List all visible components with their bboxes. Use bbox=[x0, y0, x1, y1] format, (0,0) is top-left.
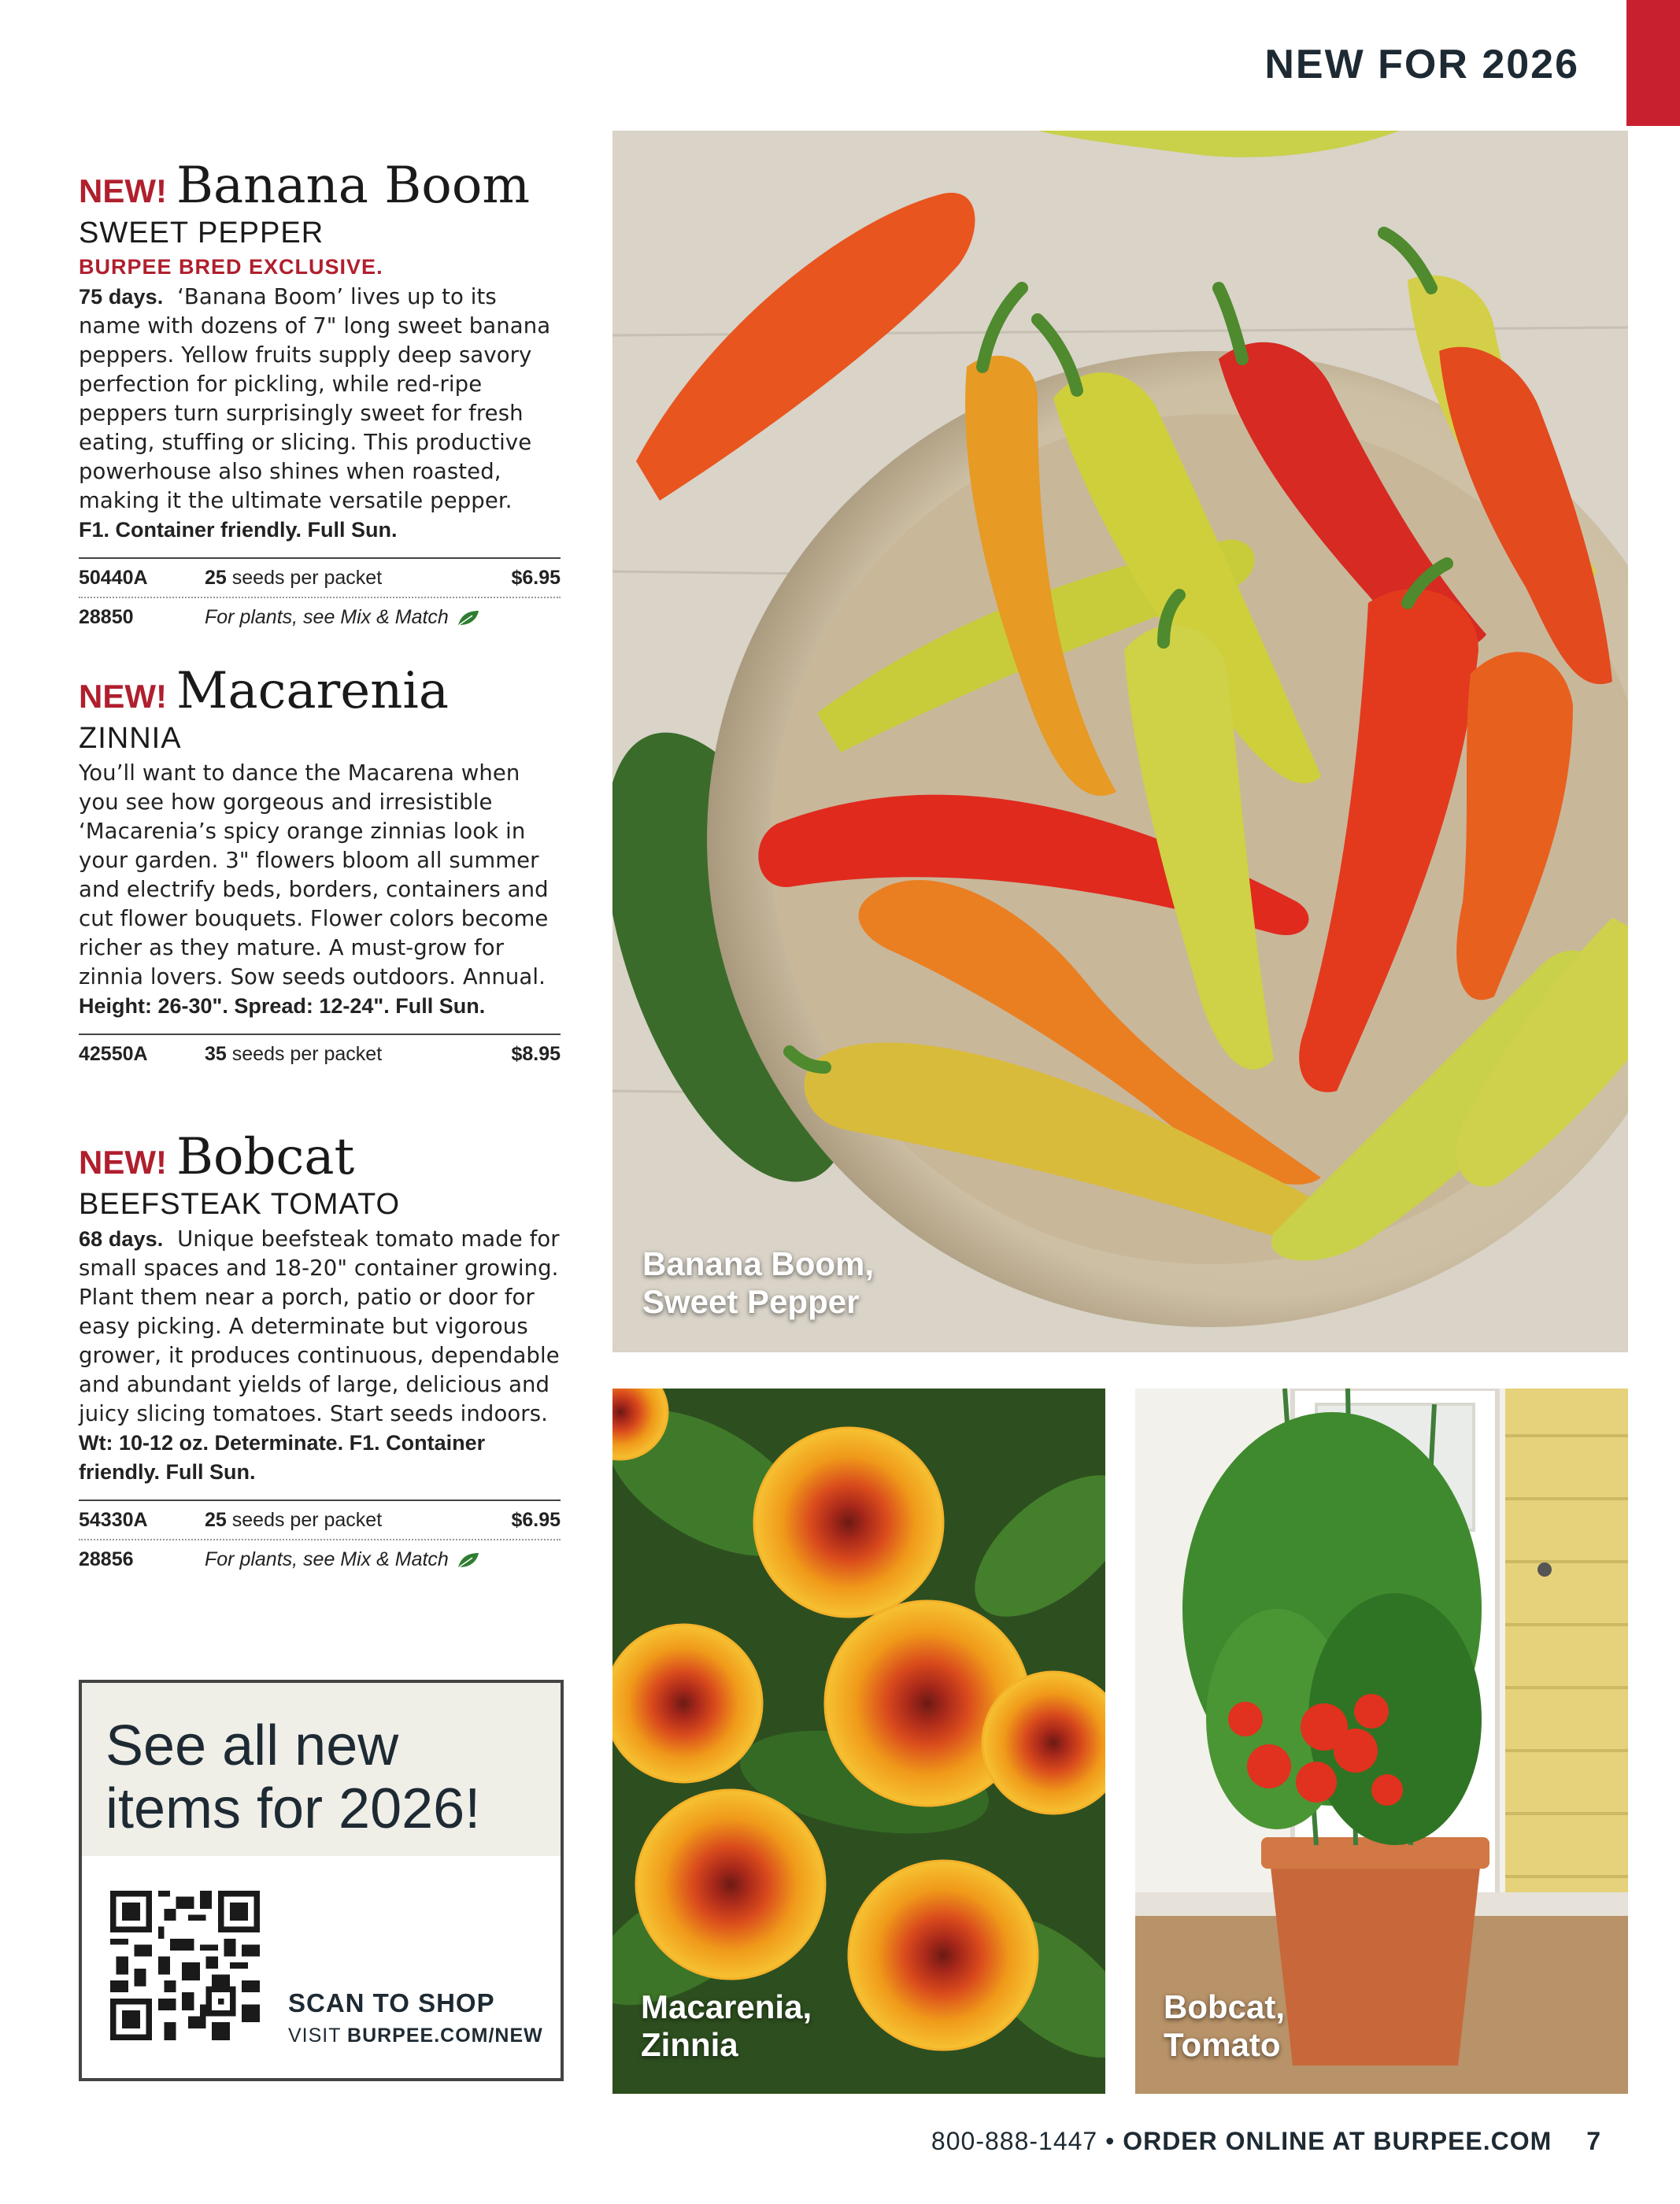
product-specs: Wt: 10-12 oz. Determinate. F1. Container friendly. Full Sun. bbox=[79, 1430, 486, 1484]
visit-url[interactable] bbox=[288, 2025, 543, 2047]
promo-headline bbox=[105, 1714, 480, 1840]
page-footer bbox=[931, 2127, 1601, 2156]
zinnia-photo bbox=[612, 1389, 1105, 2094]
sku-code: 28856 bbox=[79, 1548, 134, 1570]
sku-quantity-unit: seeds per packet bbox=[231, 1508, 383, 1531]
tomato-caption-line1: Bobcat, bbox=[1164, 1988, 1286, 2025]
new-badge: NEW! bbox=[79, 678, 167, 715]
sku-table bbox=[79, 1034, 561, 1073]
product-specs: Height: 26-30". Spread: 12-24". Full Sun. bbox=[79, 993, 486, 1018]
sku-row[interactable] bbox=[79, 597, 561, 636]
sku-row[interactable] bbox=[79, 1501, 561, 1539]
page-section-title: NEW FOR 2026 bbox=[1264, 42, 1579, 87]
zinnia-caption-line1: Macarenia, bbox=[641, 1988, 812, 2025]
promo-headline-line2: items for 2026! bbox=[105, 1777, 481, 1840]
sku-quantity-unit: seeds per packet bbox=[231, 566, 383, 589]
sku-description bbox=[205, 1540, 480, 1578]
promo-headline-line1: See all new bbox=[105, 1714, 399, 1777]
description-text: ‘Banana Boom’ lives up to its name with dozens of 7" long sweet banana peppers. Yellow fruits supply deep savory perfection for pickling, while red-ripe peppers turn surprisingly sweet for fresh eating, stuffing or slicing. This productive powerhouse also shines when roasted, making it the ultimate versatile pepper. bbox=[79, 283, 551, 513]
days-to-maturity: 68 days. bbox=[79, 1226, 164, 1251]
product-heading bbox=[79, 1128, 561, 1186]
product-description bbox=[79, 1225, 561, 1429]
visit-prefix: VISIT bbox=[288, 2025, 342, 2047]
sku-row[interactable] bbox=[79, 1539, 561, 1578]
pepper-photo bbox=[612, 131, 1628, 1352]
days-to-maturity: 75 days. bbox=[79, 284, 164, 309]
promo-box[interactable] bbox=[79, 1680, 564, 2081]
new-badge: NEW! bbox=[79, 1144, 167, 1181]
sku-code: 54330A bbox=[79, 1508, 148, 1531]
leaf-icon bbox=[457, 609, 480, 627]
sku-code: 28850 bbox=[79, 605, 134, 628]
sku-quantity-unit: seeds per packet bbox=[231, 1042, 383, 1065]
sku-quantity: 35 bbox=[205, 1042, 227, 1065]
sku-price: $6.95 bbox=[511, 566, 561, 589]
exclusive-label: BURPEE BRED EXCLUSIVE. bbox=[79, 254, 383, 279]
promo-header-panel bbox=[82, 1683, 561, 1856]
product-name: Bobcat bbox=[176, 1128, 355, 1186]
sku-description bbox=[205, 1035, 382, 1073]
mix-match-note: For plants, see Mix & Match bbox=[205, 1548, 449, 1570]
product-subtitle: ZINNIA bbox=[79, 722, 182, 755]
sku-quantity: 25 bbox=[205, 566, 227, 589]
leaf-icon bbox=[457, 1551, 480, 1569]
sku-description bbox=[205, 598, 480, 636]
pepper-caption-line1: Banana Boom, bbox=[642, 1245, 875, 1282]
footer-separator: • bbox=[1105, 2127, 1116, 2155]
sku-description bbox=[205, 1501, 382, 1539]
zinnia-caption-line2: Zinnia bbox=[641, 2026, 738, 2063]
visit-link[interactable]: BURPEE.COM/NEW bbox=[347, 2025, 543, 2047]
sku-code: 42550A bbox=[79, 1042, 148, 1065]
page-number: 7 bbox=[1586, 2127, 1601, 2155]
product-description bbox=[79, 283, 561, 516]
pepper-caption bbox=[642, 1245, 874, 1321]
sku-description bbox=[205, 559, 382, 597]
product-subtitle: SWEET PEPPER bbox=[79, 216, 324, 250]
new-badge: NEW! bbox=[79, 172, 167, 209]
sku-table bbox=[79, 557, 561, 636]
product-description: You’ll want to dance the Macarena when you see how gorgeous and irresistible ‘Macarenia’s spicy orange zinnias look in your garden. 3" flowers bloom all summer and electrify beds, borders, containers and cut flower bouquets. Flower colors become richer as they mature. A must-grow for zinnia lovers. Sow seeds outdoors. Annual. bbox=[79, 760, 549, 989]
sku-row[interactable] bbox=[79, 559, 561, 597]
pepper-illustration bbox=[612, 131, 1628, 1352]
description-text: Unique beefsteak tomato made for small spaces and 18-20" container growing. Plant them near a porch, patio or door for easy picking. A determinate but vigorous grower, it produces continuous, dependable and abundant yields of large, delicious and juicy slicing tomatoes. Start seeds indoors. bbox=[79, 1226, 560, 1426]
tomato-caption-line2: Tomato bbox=[1164, 2026, 1281, 2063]
sku-quantity: 25 bbox=[205, 1508, 227, 1531]
product-bobcat bbox=[79, 1128, 561, 1578]
mix-match-note: For plants, see Mix & Match bbox=[205, 605, 449, 628]
product-subtitle: BEEFSTEAK TOMATO bbox=[79, 1188, 401, 1221]
qr-code[interactable] bbox=[110, 1891, 260, 2040]
product-name: Banana Boom bbox=[176, 157, 531, 215]
tomato-caption bbox=[1164, 1988, 1285, 2064]
header-red-tab bbox=[1626, 0, 1680, 126]
product-macarenia bbox=[79, 662, 561, 1073]
sku-price: $6.95 bbox=[511, 1508, 561, 1531]
tomato-photo bbox=[1135, 1389, 1628, 2094]
product-heading bbox=[79, 662, 561, 720]
sku-price: $8.95 bbox=[511, 1042, 561, 1065]
product-name: Macarenia bbox=[176, 662, 449, 720]
product-banana-boom bbox=[79, 157, 561, 636]
scan-to-shop-label: SCAN TO SHOP bbox=[288, 1988, 495, 2017]
sku-code: 50440A bbox=[79, 566, 148, 589]
product-heading bbox=[79, 157, 561, 215]
sku-row[interactable] bbox=[79, 1035, 561, 1073]
product-specs: F1. Container friendly. Full Sun. bbox=[79, 517, 398, 542]
footer-order-link[interactable]: ORDER ONLINE AT BURPEE.COM bbox=[1123, 2127, 1552, 2155]
pepper-caption-line2: Sweet Pepper bbox=[642, 1283, 860, 1320]
zinnia-caption bbox=[641, 1988, 812, 2064]
footer-phone[interactable]: 800-888-1447 bbox=[931, 2127, 1098, 2155]
sku-table bbox=[79, 1500, 561, 1578]
